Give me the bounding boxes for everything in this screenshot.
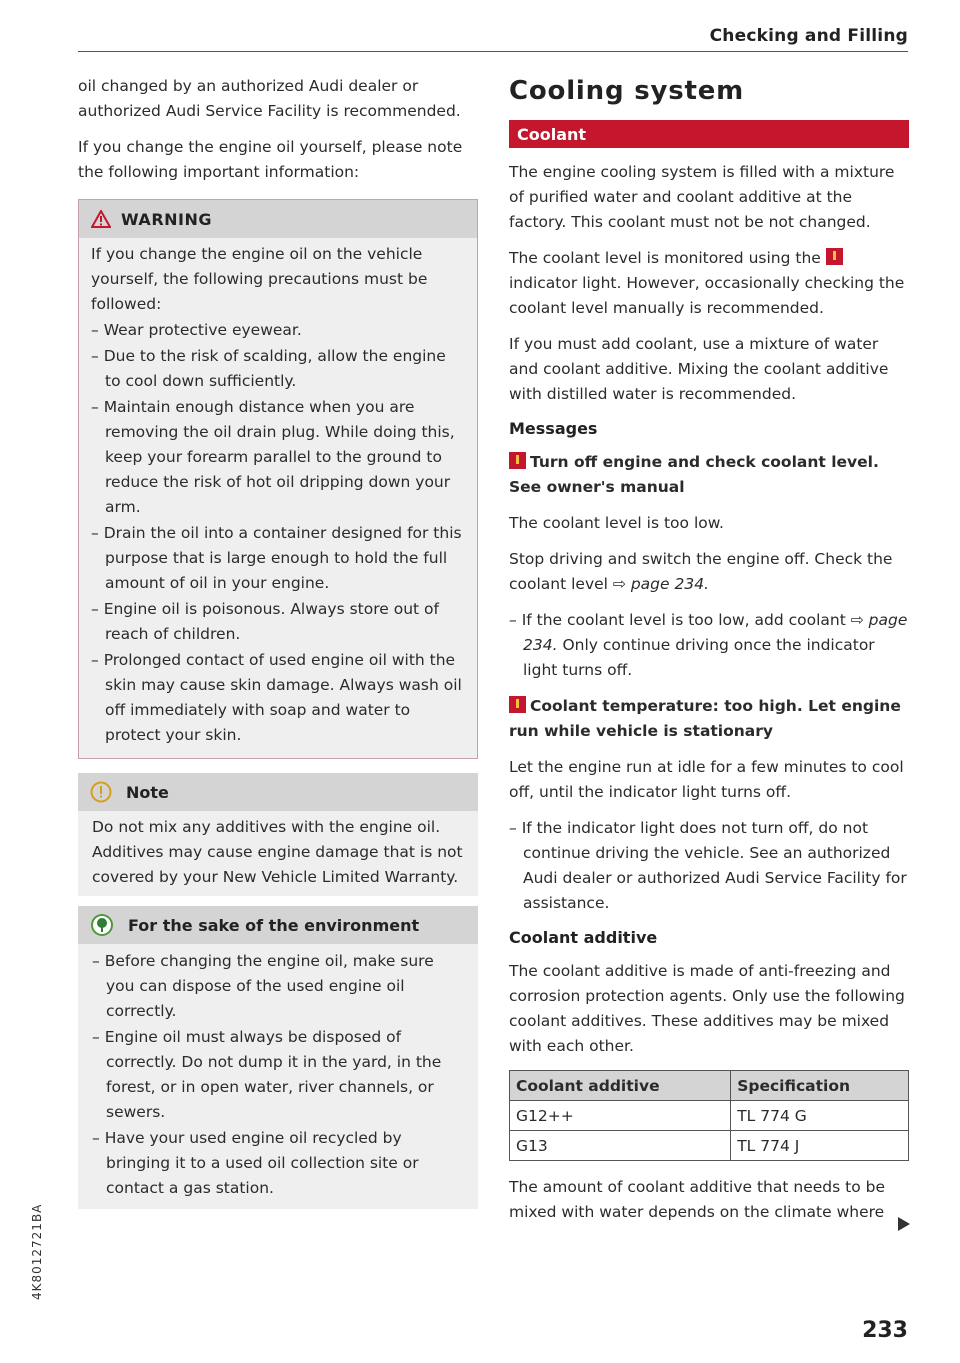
intro-paragraph-1: oil changed by an authorized Audi dealer or authorized Audi Service Facility is recommended. <box>78 77 461 120</box>
additive-heading: Coolant additive <box>509 928 658 947</box>
column-header: Specification <box>731 1071 909 1101</box>
text-span: Only continue driving once the indicator light turns off. <box>523 636 875 679</box>
warning-title: WARNING <box>121 209 212 229</box>
coolant-indicator-icon <box>509 452 526 469</box>
warning-body <box>79 238 477 758</box>
page-title: Cooling system <box>509 76 745 106</box>
closing-paragraph: The amount of coolant additive that needs to be mixed with water depends on the climate where <box>509 1178 885 1221</box>
message-2-text: Let the engine run at idle for a few minutes to cool off, until the indicator light turns off. <box>509 758 904 801</box>
table-cell: G12++ <box>510 1101 731 1131</box>
additive-paragraph: The coolant additive is made of anti-freezing and corrosion protection agents. Only use the following coolant additives. These additives may be mixed with each other. <box>509 962 905 1055</box>
list-item: – Have your used engine oil recycled by bringing it to a used oil collection site or contact a gas station. <box>92 1126 464 1201</box>
coolant-additive-table <box>509 1070 909 1161</box>
list-item: – Engine oil is poisonous. Always store out of reach of children. <box>91 597 465 647</box>
page-number: 233 <box>862 1318 908 1343</box>
table-cell: TL 774 G <box>731 1101 909 1131</box>
coolant-indicator-icon <box>826 248 843 265</box>
warning-list <box>91 318 465 748</box>
coolant-paragraph-3: If you must add coolant, use a mixture of water and coolant additive. Mixing the coolant additive with distilled water is recommended. <box>509 335 889 403</box>
warning-triangle-icon <box>91 210 111 228</box>
environment-title: For the sake of the environment <box>128 915 420 935</box>
coolant-paragraph-1: The engine cooling system is filled with a mixture of purified water and coolant additive at the factory. This coolant must not be not changed. <box>509 163 895 231</box>
list-item: – If the indicator light does not turn off, do not continue driving the vehicle. See an authorized Audi dealer or authorized Audi Service Facility for assistance. <box>509 816 909 916</box>
messages-heading: Messages <box>509 419 598 438</box>
list-item <box>509 608 909 683</box>
environment-box <box>78 906 478 1209</box>
page-reference-link[interactable]: ⇨ page 234. <box>523 611 908 654</box>
text-span: The coolant level is monitored using the <box>509 249 821 267</box>
table-cell: G13 <box>510 1131 731 1161</box>
note-circle-icon <box>90 781 112 803</box>
list-item: – Maintain enough distance when you are removing the oil drain plug. While doing this, keep your forearm parallel to the ground to reduce the risk of hot oil dripping down your arm. <box>91 395 465 520</box>
list-item: – Due to the risk of scalding, allow the engine to cool down sufficiently. <box>91 344 465 394</box>
note-header <box>78 773 478 811</box>
text-span: indicator light. However, occasionally checking the coolant level manually is recommended. <box>509 274 905 317</box>
coolant-indicator-icon <box>509 696 526 713</box>
column-header: Coolant additive <box>510 1071 731 1101</box>
text-span: If the coolant level is too low, add coolant <box>521 611 846 629</box>
message-1-instruction <box>509 547 909 597</box>
text-span: Turn off engine and check coolant level. See owner's manual <box>509 453 879 496</box>
message-1-text: The coolant level is too low. <box>509 514 724 532</box>
list-item: – Prolonged contact of used engine oil with the skin may cause skin damage. Always wash oil off immediately with soap and water to protect your skin. <box>91 648 465 748</box>
table-header-row <box>510 1071 909 1101</box>
warning-lead: If you change the engine oil on the vehicle yourself, the following precautions must be followed: <box>91 245 428 313</box>
warning-box <box>78 199 478 759</box>
environment-list <box>92 949 464 1201</box>
table-row <box>510 1101 909 1131</box>
environment-body <box>78 944 478 1209</box>
note-body <box>78 811 478 896</box>
left-column <box>78 74 478 1209</box>
note-text: Do not mix any additives with the engine oil. Additives may cause engine damage that is not covered by your New Vehicle Limited Warranty. <box>92 818 463 886</box>
message-1-heading <box>509 450 909 500</box>
section-heading-coolant: Coolant <box>509 120 909 148</box>
coolant-paragraph-2 <box>509 246 909 321</box>
message-1-list <box>509 608 909 683</box>
note-title: Note <box>126 782 169 802</box>
page-reference-link[interactable]: ⇨ page 234. <box>612 575 709 593</box>
message-2-heading <box>509 694 909 744</box>
text-span: Coolant temperature: too high. Let engine run while vehicle is stationary <box>509 697 901 740</box>
intro-paragraph-2: If you change the engine oil yourself, please note the following important information: <box>78 138 463 181</box>
continued-arrow-icon <box>898 1217 910 1231</box>
table-row <box>510 1131 909 1161</box>
message-2-list <box>509 816 909 916</box>
list-item: – Drain the oil into a container designed for this purpose that is large enough to hold the full amount of oil in your engine. <box>91 521 465 596</box>
note-box <box>78 773 478 896</box>
text-span: Stop driving and switch the engine off. Check the coolant level <box>509 550 893 593</box>
environment-header <box>78 906 478 944</box>
list-item: – Before changing the engine oil, make sure you can dispose of the used engine oil correctly. <box>92 949 464 1024</box>
list-item: – Wear protective eyewear. <box>91 318 465 343</box>
running-header: Checking and Filling <box>709 26 908 46</box>
table-cell: TL 774 J <box>731 1131 909 1161</box>
list-item: – Engine oil must always be disposed of correctly. Do not dump it in the yard, in the forest, or in open water, river channels, or sewers. <box>92 1025 464 1125</box>
right-column <box>509 74 909 1236</box>
document-code: 4K8012721BA <box>30 1203 44 1300</box>
tree-icon <box>90 913 114 937</box>
header-divider <box>78 51 908 52</box>
warning-header <box>79 200 477 238</box>
